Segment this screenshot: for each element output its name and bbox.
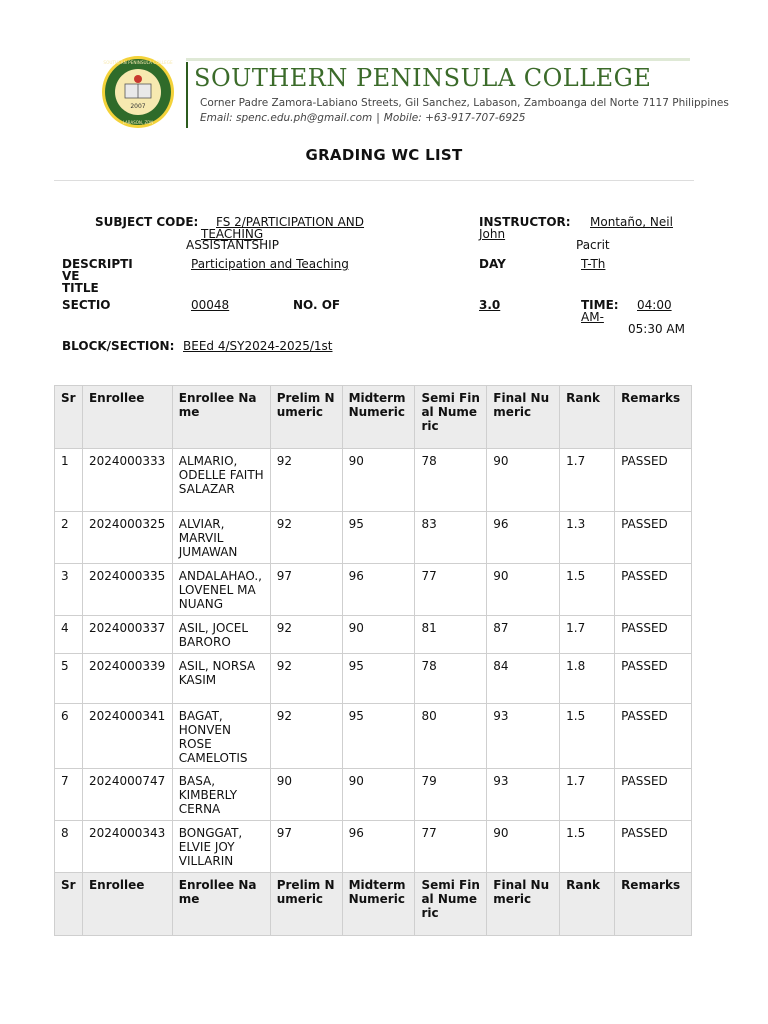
svg-text:2007: 2007 bbox=[130, 103, 146, 110]
cell-sr: 2 bbox=[55, 512, 83, 564]
college-name: SOUTHERN PENINSULA COLLEGE bbox=[194, 64, 652, 92]
time-label: TIME: bbox=[581, 298, 619, 312]
cell-name: ALVIAR, MARVIL JUMAWAN bbox=[172, 512, 270, 564]
cell-rank: 1.8 bbox=[560, 654, 615, 704]
table-row bbox=[55, 512, 692, 564]
day-value: T-Th bbox=[581, 257, 606, 271]
cell-semi-final: 83 bbox=[415, 512, 487, 564]
section-value: 00048 bbox=[191, 298, 230, 312]
letterhead bbox=[90, 54, 729, 130]
table-header bbox=[55, 386, 692, 449]
instructor-value-2: John bbox=[479, 227, 506, 241]
cell-midterm: 96 bbox=[342, 564, 415, 616]
cell-remarks: PASSED bbox=[615, 449, 692, 512]
col-rank: Rank bbox=[560, 873, 615, 936]
cell-sr: 4 bbox=[55, 616, 83, 654]
cell-final: 90 bbox=[487, 821, 560, 873]
col-enrollee: Enrollee bbox=[82, 386, 172, 449]
block-section-value: BEEd 4/SY2024-2025/1st bbox=[183, 339, 333, 353]
col-enrollee-name: Enrollee Name bbox=[172, 873, 270, 936]
day-label: DAY bbox=[479, 257, 506, 271]
cell-name: BONGGAT, ELVIE JOY VILLARIN bbox=[172, 821, 270, 873]
cell-prelim: 92 bbox=[270, 616, 342, 654]
cell-semi-final: 79 bbox=[415, 769, 487, 821]
description-label: DESCRIPTI bbox=[62, 257, 133, 271]
cell-enrollee: 2024000747 bbox=[82, 769, 172, 821]
college-email: Email: spenc.edu.ph@gmail.com bbox=[200, 112, 373, 124]
cell-name: ASIL, JOCEL BARORO bbox=[172, 616, 270, 654]
cell-rank: 1.5 bbox=[560, 704, 615, 769]
subject-code-value-2: TEACHING bbox=[201, 227, 264, 241]
cell-prelim: 97 bbox=[270, 564, 342, 616]
table-row bbox=[55, 449, 692, 512]
cell-name: BAGAT, HONVEN ROSE CAMELOTIS bbox=[172, 704, 270, 769]
instructor-value-3: Pacrit bbox=[576, 238, 610, 252]
subject-code-label: SUBJECT CODE: bbox=[95, 215, 199, 229]
col-enrollee: Enrollee bbox=[82, 873, 172, 936]
page-title: GRADING WC LIST bbox=[305, 146, 463, 164]
svg-text:LABASON, ZDN: LABASON, ZDN bbox=[122, 120, 154, 125]
cell-midterm: 95 bbox=[342, 512, 415, 564]
block-section-label: BLOCK/SECTION: bbox=[62, 339, 175, 353]
cell-prelim: 90 bbox=[270, 769, 342, 821]
instructor-value: Montaño, Neil bbox=[590, 215, 673, 229]
col-remarks: Remarks bbox=[615, 386, 692, 449]
cell-remarks: PASSED bbox=[615, 616, 692, 654]
cell-enrollee: 2024000343 bbox=[82, 821, 172, 873]
cell-enrollee: 2024000325 bbox=[82, 512, 172, 564]
cell-final: 93 bbox=[487, 704, 560, 769]
cell-remarks: PASSED bbox=[615, 512, 692, 564]
college-seal-icon bbox=[90, 54, 186, 130]
instructor-label: INSTRUCTOR: bbox=[479, 215, 571, 229]
table-row bbox=[55, 564, 692, 616]
header-row bbox=[55, 386, 692, 449]
table-row bbox=[55, 704, 692, 769]
col-rank: Rank bbox=[560, 386, 615, 449]
cell-semi-final: 77 bbox=[415, 821, 487, 873]
cell-midterm: 90 bbox=[342, 616, 415, 654]
cell-rank: 1.5 bbox=[560, 564, 615, 616]
header-divider bbox=[186, 62, 188, 128]
cell-enrollee: 2024000341 bbox=[82, 704, 172, 769]
cell-final: 96 bbox=[487, 512, 560, 564]
cell-midterm: 90 bbox=[342, 449, 415, 512]
cell-final: 87 bbox=[487, 616, 560, 654]
cell-sr: 5 bbox=[55, 654, 83, 704]
col-sr: Sr bbox=[55, 873, 83, 936]
title-divider bbox=[54, 180, 694, 181]
cell-remarks: PASSED bbox=[615, 654, 692, 704]
cell-final: 84 bbox=[487, 654, 560, 704]
cell-midterm: 96 bbox=[342, 821, 415, 873]
time-value-2: AM- bbox=[581, 310, 604, 324]
cell-midterm: 95 bbox=[342, 704, 415, 769]
cell-remarks: PASSED bbox=[615, 821, 692, 873]
cell-prelim: 97 bbox=[270, 821, 342, 873]
cell-final: 90 bbox=[487, 449, 560, 512]
description-label-3: TITLE bbox=[62, 281, 99, 295]
college-mobile: Mobile: +63-917-707-6925 bbox=[383, 112, 526, 124]
subject-code-value: FS 2/PARTICIPATION AND bbox=[216, 215, 365, 229]
section-label: SECTIO bbox=[62, 298, 111, 312]
cell-rank: 1.7 bbox=[560, 769, 615, 821]
col-sr: Sr bbox=[55, 386, 83, 449]
cell-remarks: PASSED bbox=[615, 704, 692, 769]
col-semi-final: Semi Final Numeric bbox=[415, 873, 487, 936]
cell-semi-final: 78 bbox=[415, 449, 487, 512]
cell-midterm: 90 bbox=[342, 769, 415, 821]
grades-table bbox=[54, 385, 692, 936]
college-address: Corner Padre Zamora-Labiano Streets, Gil Sanchez, Labason, Zamboanga del Norte 7117 Philippines bbox=[200, 97, 729, 109]
cell-prelim: 92 bbox=[270, 449, 342, 512]
table-body bbox=[55, 449, 692, 873]
table-footer bbox=[55, 873, 692, 936]
table-row bbox=[55, 654, 692, 704]
cell-name: ASIL, NORSA KASIM bbox=[172, 654, 270, 704]
cell-final: 90 bbox=[487, 564, 560, 616]
description-label-2: VE bbox=[62, 269, 80, 283]
footer-header-row bbox=[55, 873, 692, 936]
cell-sr: 3 bbox=[55, 564, 83, 616]
cell-semi-final: 78 bbox=[415, 654, 487, 704]
col-prelim: Prelim Numeric bbox=[270, 386, 342, 449]
cell-enrollee: 2024000339 bbox=[82, 654, 172, 704]
cell-prelim: 92 bbox=[270, 512, 342, 564]
cell-rank: 1.7 bbox=[560, 616, 615, 654]
col-semi-final: Semi Final Numeric bbox=[415, 386, 487, 449]
cell-name: ANDALAHAO., LOVENEL MANUANG bbox=[172, 564, 270, 616]
units-value: 3.0 bbox=[479, 298, 501, 312]
cell-semi-final: 77 bbox=[415, 564, 487, 616]
cell-final: 93 bbox=[487, 769, 560, 821]
cell-sr: 1 bbox=[55, 449, 83, 512]
cell-enrollee: 2024000335 bbox=[82, 564, 172, 616]
col-remarks: Remarks bbox=[615, 873, 692, 936]
svg-text:SOUTHERN PENINSULA COLLEGE: SOUTHERN PENINSULA COLLEGE bbox=[103, 60, 173, 65]
col-prelim: Prelim Numeric bbox=[270, 873, 342, 936]
cell-sr: 8 bbox=[55, 821, 83, 873]
cell-midterm: 95 bbox=[342, 654, 415, 704]
cell-name: ALMARIO, ODELLE FAITH SALAZAR bbox=[172, 449, 270, 512]
cell-rank: 1.3 bbox=[560, 512, 615, 564]
college-contact: Email: spenc.edu.ph@gmail.com | Mobile: +63-917-707-6925 bbox=[200, 112, 526, 124]
time-value: 04:00 bbox=[637, 298, 672, 312]
cell-sr: 6 bbox=[55, 704, 83, 769]
col-midterm: Midterm Numeric bbox=[342, 386, 415, 449]
header-band bbox=[186, 58, 690, 61]
col-midterm: Midterm Numeric bbox=[342, 873, 415, 936]
col-enrollee-name: Enrollee Name bbox=[172, 386, 270, 449]
cell-semi-final: 81 bbox=[415, 616, 487, 654]
col-final: Final Numeric bbox=[487, 386, 560, 449]
cell-remarks: PASSED bbox=[615, 564, 692, 616]
cell-rank: 1.7 bbox=[560, 449, 615, 512]
cell-enrollee: 2024000333 bbox=[82, 449, 172, 512]
table-row bbox=[55, 821, 692, 873]
cell-rank: 1.5 bbox=[560, 821, 615, 873]
time-value-3: 05:30 AM bbox=[628, 322, 685, 336]
table-row bbox=[55, 616, 692, 654]
cell-enrollee: 2024000337 bbox=[82, 616, 172, 654]
no-of-label: NO. OF bbox=[293, 298, 341, 312]
cell-sr: 7 bbox=[55, 769, 83, 821]
table-row bbox=[55, 769, 692, 821]
col-final: Final Numeric bbox=[487, 873, 560, 936]
description-value: Participation and Teaching bbox=[191, 257, 349, 271]
cell-name: BASA, KIMBERLY CERNA bbox=[172, 769, 270, 821]
cell-semi-final: 80 bbox=[415, 704, 487, 769]
cell-prelim: 92 bbox=[270, 654, 342, 704]
cell-prelim: 92 bbox=[270, 704, 342, 769]
subject-code-value-3: ASSISTANTSHIP bbox=[186, 238, 279, 252]
cell-remarks: PASSED bbox=[615, 769, 692, 821]
